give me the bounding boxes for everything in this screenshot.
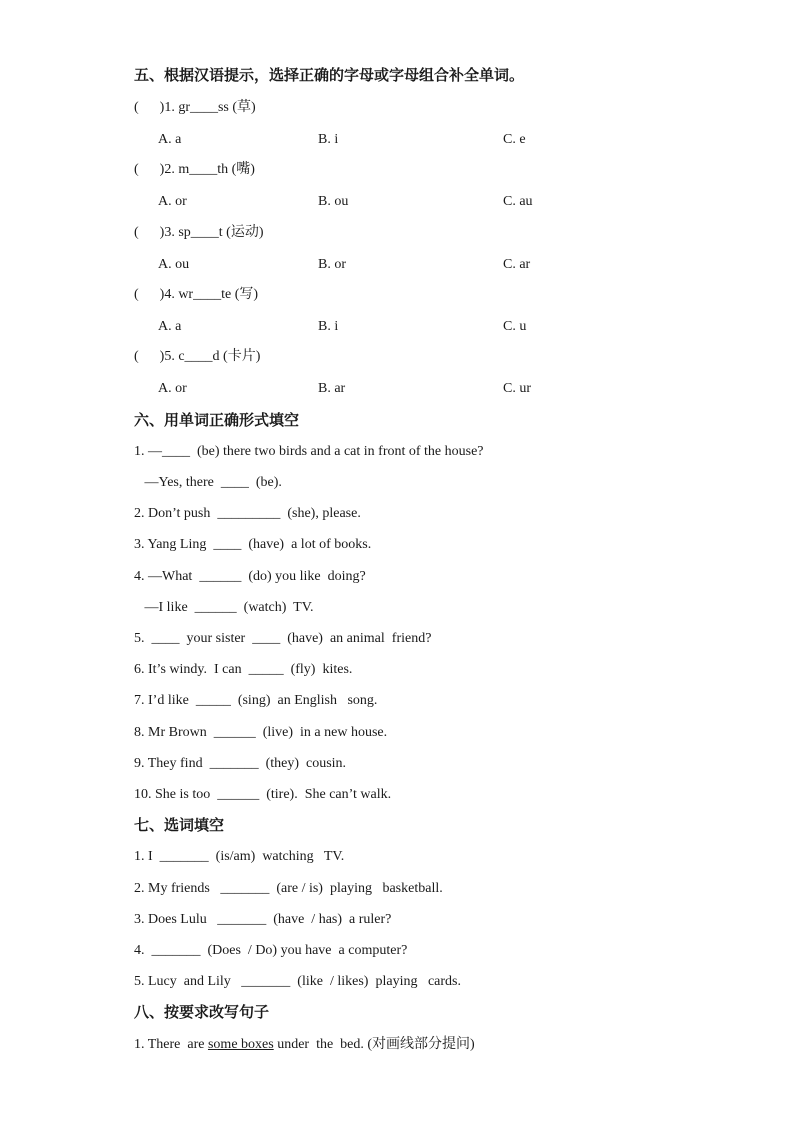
- s8-q1: [134, 1036, 475, 1054]
- s5-q1-option-c: C. e: [503, 132, 526, 147]
- s5-q5-option-b: B. ar: [318, 381, 346, 396]
- s5-q4-stem: ( )4. wr____te (写): [134, 287, 259, 302]
- s5-q2-stem: ( )2. m____th (嘴): [134, 162, 255, 177]
- s6-line-4: 4. —What ______ (do) you like doing?: [134, 569, 366, 584]
- s6-line-5: 5. ____ your sister ____ (have) an animal friend?: [134, 631, 432, 646]
- s5-q5-stem: ( )5. c____d (卡片): [134, 349, 261, 364]
- s5-q5-option-c: C. ur: [503, 381, 531, 396]
- s5-q3-option-c: C. ar: [503, 257, 531, 272]
- s6-line-3: 3. Yang Ling ____ (have) a lot of books.: [134, 537, 372, 552]
- s7-line-4: 4. _______ (Does / Do) you have a computer?: [134, 943, 408, 958]
- section-6-title: 六、用单词正确形式填空: [134, 411, 300, 429]
- s7-line-3: 3. Does Lulu _______ (have / has) a ruler?: [134, 912, 392, 927]
- s5-q4-option-a: A. a: [158, 319, 182, 334]
- s5-q4-option-c: C. u: [503, 319, 527, 334]
- s7-line-2: 2. My friends _______ (are / is) playing basketball.: [134, 881, 443, 896]
- s6-line-6: 6. It’s windy. I can _____ (fly) kites.: [134, 662, 353, 677]
- s8-q1-suffix: under the bed. (对画线部分提问): [273, 1037, 475, 1052]
- s5-q3-option-a: A. ou: [158, 257, 190, 272]
- s6-line-1-answer: —Yes, there ____ (be).: [134, 475, 282, 490]
- s5-q1-stem: ( )1. gr____ss (草): [134, 100, 256, 115]
- s6-line-1: 1. —____ (be) there two birds and a cat in front of the house?: [134, 444, 484, 459]
- s8-q1-underlined: some boxes: [207, 1037, 274, 1052]
- s6-line-9: 9. They find _______ (they) cousin.: [134, 756, 347, 771]
- s5-q2-option-b: B. ou: [318, 194, 349, 209]
- s6-line-7: 7. I’d like _____ (sing) an English song.: [134, 693, 378, 708]
- s6-line-2: 2. Don’t push _________ (she), please.: [134, 506, 361, 521]
- s5-q3-option-b: B. or: [318, 257, 346, 272]
- section-5-title: 五、根据汉语提示，选择正确的字母或字母组合补全单词。: [134, 66, 525, 84]
- s5-q1-option-a: A. a: [158, 132, 182, 147]
- s8-q1-prefix: 1. There are: [134, 1037, 208, 1052]
- s5-q4-option-b: B. i: [318, 319, 339, 334]
- section-8-title: 八、按要求改写句子: [134, 1003, 270, 1021]
- s7-line-1: 1. I _______ (is/am) watching TV.: [134, 849, 345, 864]
- s7-line-5: 5. Lucy and Lily _______ (like / likes) playing cards.: [134, 974, 461, 989]
- s5-q5-option-a: A. or: [158, 381, 187, 396]
- s6-line-10: 10. She is too ______ (tire). She can’t walk.: [134, 787, 392, 802]
- s5-q2-option-c: C. au: [503, 194, 533, 209]
- s5-q2-option-a: A. or: [158, 194, 187, 209]
- s5-q3-stem: ( )3. sp____t (运动): [134, 225, 264, 240]
- s6-line-8: 8. Mr Brown ______ (live) in a new house.: [134, 725, 388, 740]
- s6-line-4-answer: —I like ______ (watch) TV.: [134, 600, 314, 615]
- s5-q1-option-b: B. i: [318, 132, 339, 147]
- section-7-title: 七、选词填空: [134, 816, 225, 834]
